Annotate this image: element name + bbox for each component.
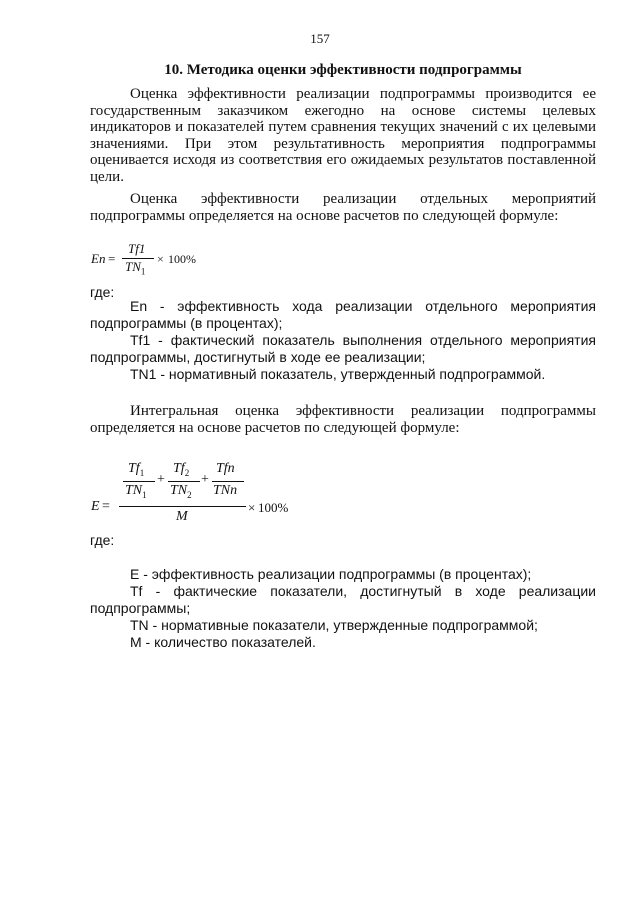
formula2-equals: = [102,499,110,514]
formula2-term3-numerator: Tfn [216,461,235,476]
intro-paragraph: Оценка эффективности реализации подпрограммы производится ее государственным заказчиком ежегодно на основе системы целевых индикаторов и показателей путем сравнения текущих значений с их целевыми значениями. При этом результативность мероприятия подпрограммы оценивается исходя из соответствия его ожидаемых результатов поставленной цели. [90,86,596,185]
page-number: 157 [310,31,330,46]
formula2-denominator: M [176,509,188,524]
definition-e: E - эффективность реализации подпрограммы (в процентах); [130,566,532,582]
where-label-1: где: [90,284,115,300]
section-heading: 10. Методика оценки эффективности подпрограммы [164,62,522,78]
integral-paragraph: Интегральная оценка эффективности реализации подпрограммы определяется на основе расчетов по следующей формуле: [90,403,596,436]
formula2-main-fraction-bar [119,506,246,507]
formula2-times: × [248,500,256,515]
where-label-2: где: [90,532,115,548]
formula1-equals: = [108,251,116,266]
definition-tn1: TN1 - нормативный показатель, утвержденный подпрограммой. [130,366,546,382]
formula1-times: × [157,252,164,266]
measure-paragraph: Оценка эффективности реализации отдельных мероприятий подпрограммы определяется на основе расчетов по следующей формуле: [90,191,596,224]
formula2-term1-numerator: $Tf_1$ [128,461,145,478]
formula1-percent: 100% [168,252,196,266]
formula2-percent: 100% [258,500,289,515]
formula2-lhs: E [91,499,100,514]
formula1-lhs: En [91,251,106,266]
formula1-denominator: $TN_1$ [125,259,146,277]
formula2-plus-2: + [201,472,209,487]
formula1-numerator: Tf1 [128,241,146,256]
formula2-term3-denominator: TNn [213,483,238,498]
definition-en: En - эффективность хода реализации отдельного мероприятия подпрограммы (в процентах); [90,298,596,331]
formula2-plus-1: + [157,472,165,487]
definition-m: M - количество показателей. [130,634,316,650]
formula2-term2-numerator: $Tf_2$ [173,461,190,478]
definition-tf1: Tf1 - фактический показатель выполнения отдельного мероприятия подпрограммы, достигнутый в ходе ее реализации; [90,332,596,365]
definition-tf: Tf - фактические показатели, достигнутый в ходе реализации подпрограммы; [90,583,596,616]
formula2-term1-denominator: $TN_1$ [125,483,147,500]
definition-tn: TN - нормативные показатели, утвержденные подпрограммой; [130,617,538,633]
formula2-term2-denominator: $TN_2$ [170,483,192,500]
